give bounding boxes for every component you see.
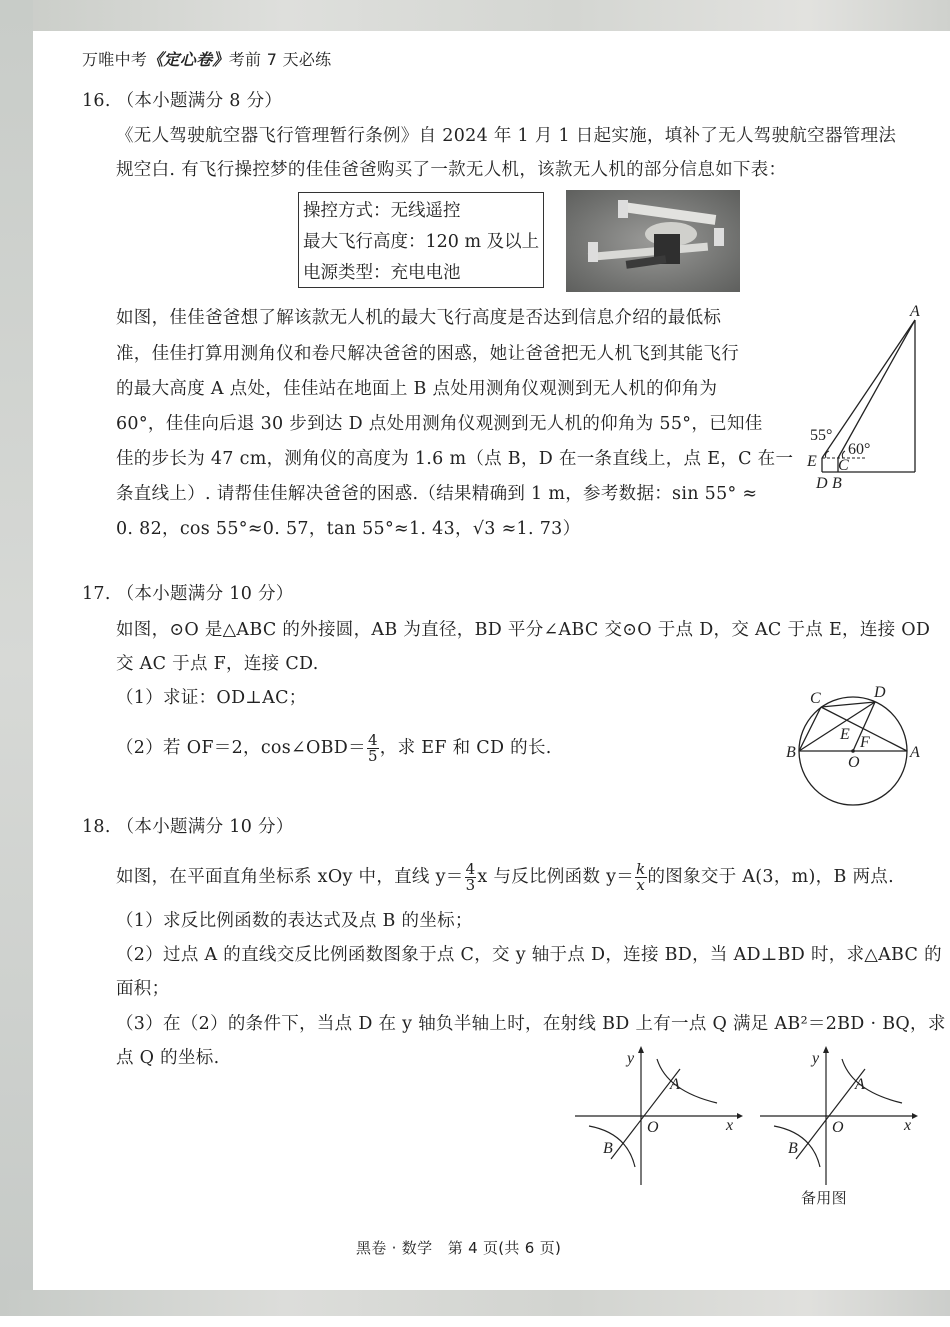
q16-body-line4: 60°，佳佳向后退 30 步到达 D 点处用测角仪观测到无人机的仰角为 55°，已知佳 <box>116 414 763 434</box>
q18-graph-main <box>575 1045 750 1195</box>
q16-intro-line1: 《无人驾驶航空器飞行管理暂行条例》自 2024 年 1 月 1 日起实施，填补了无人驾驶航空器管理法 <box>116 126 897 146</box>
q17-part2 <box>116 733 552 764</box>
q16-intro-line2: 规空白. 有飞行操控梦的佳佳爸爸购买了一款无人机，该款无人机的部分信息如下表： <box>116 160 787 180</box>
fraction-k-x: $\frac{k}{x}$ <box>636 860 646 894</box>
q17-body-line1: 如图，⊙O 是△ABC 的外接圆，AB 为直径，BD 平分∠ABC 交⊙O 于点 D，交 AC 于点 E，连接 OD <box>116 620 931 640</box>
label-O: O <box>832 1119 844 1136</box>
label-F: F <box>860 734 870 751</box>
spec-row-control: 操控方式：无线遥控 <box>303 201 461 221</box>
q16-body-line7: 0. 82，cos 55°≈0. 57，tan 55°≈1. 43，√3 ≈1. 73） <box>116 519 581 539</box>
q18-part2-line2: 面积； <box>116 979 170 999</box>
header-prefix: 万唯中考 <box>82 50 148 69</box>
q18-part3-line1: （3）在（2）的条件下，当点 D 在 y 轴负半轴上时，在射线 BD 上有一点 Q 满足 AB²＝2BD · BQ，求 <box>116 1014 946 1034</box>
angle-60: 60° <box>848 441 871 458</box>
q16-body-line2: 准，佳佳打算用测角仪和卷尺解决爸爸的困惑，她让爸爸把无人机飞到其能飞行 <box>116 344 739 364</box>
label-B: B <box>832 475 842 492</box>
scan-border-top <box>0 0 950 31</box>
fraction-4-3: $\frac{4}{3}$ <box>465 860 476 894</box>
label-B: B <box>603 1140 613 1157</box>
label-x: x <box>904 1117 912 1134</box>
label-O: O <box>848 754 860 771</box>
q18-score: （本小题满分 10 分） <box>116 817 294 837</box>
label-A: A <box>910 744 920 761</box>
label-y: y <box>627 1050 635 1067</box>
q16-body-line1: 如图，佳佳爸爸想了解该款无人机的最大飞行高度是否达到信息介绍的最低标 <box>116 308 722 328</box>
q16-body-line3: 的最大高度 A 点处，佳佳站在地面上 B 点处用测角仪观测到无人机的仰角为 <box>116 379 718 399</box>
label-O: O <box>647 1119 659 1136</box>
q17-part2-suffix: ，求 EF 和 CD 的长. <box>379 738 552 758</box>
q16-body-line6: 条直线上）. 请帮佳佳解决爸爸的困惑.（结果精确到 1 m，参考数据：sin 55° ≈ <box>116 484 758 504</box>
spare-figure-caption: 备用图 <box>801 1189 847 1207</box>
q17-part2-prefix: （2）若 OF＝2，cos∠OBD＝ <box>116 738 366 758</box>
q18-part2-line1: （2）过点 A 的直线交反比例函数图象于点 C，交 y 轴于点 D，连接 BD，当 AD⊥BD 时，求△ABC 的 <box>116 945 942 965</box>
q17-heading <box>82 584 294 604</box>
scan-border-left <box>0 0 33 1327</box>
drone-icon <box>566 190 740 292</box>
label-D: D <box>874 684 886 701</box>
q16-score: （本小题满分 8 分） <box>116 91 283 111</box>
q17-part1: （1）求证：OD⊥AC； <box>116 688 307 708</box>
q18-part1: （1）求反比例函数的表达式及点 B 的坐标； <box>116 911 473 931</box>
label-A: A <box>670 1076 680 1093</box>
q16-number: 16. <box>82 91 111 111</box>
scan-edge <box>0 1316 950 1327</box>
page-header <box>82 50 331 70</box>
label-E: E <box>840 726 850 743</box>
q17-body-line2: 交 AC 于点 F，连接 CD. <box>116 654 319 674</box>
q18-intro: 如图，在平面直角坐标系 xOy 中，直线 y＝ $\frac{4}{3}$ x 与反比例函数 y＝ $\frac{k}{x}$ 的图象交于 A(3，m)，B 两点. <box>116 860 894 894</box>
q17-score: （本小题满分 10 分） <box>116 584 294 604</box>
q16-triangle-figure <box>790 300 940 500</box>
label-x: x <box>726 1117 734 1134</box>
q18-number: 18. <box>82 817 111 837</box>
label-B: B <box>788 1140 798 1157</box>
q18-part3-line2: 点 Q 的坐标. <box>116 1048 220 1068</box>
fraction-4-5: $\frac{4}{5}$ <box>367 731 378 765</box>
label-y: y <box>812 1050 820 1067</box>
spec-row-power: 电源类型：充电电池 <box>303 263 461 283</box>
label-C: C <box>838 457 849 474</box>
label-A: A <box>855 1076 865 1093</box>
label-E: E <box>807 453 817 470</box>
angle-55: 55° <box>810 427 833 444</box>
spec-row-height: 最大飞行高度：120 m 及以上 <box>303 232 540 252</box>
label-A: A <box>910 303 920 320</box>
header-book-title: 《定心卷》 <box>147 50 229 69</box>
q18-heading <box>82 817 294 837</box>
label-B: B <box>786 744 796 761</box>
label-D: D <box>816 475 828 492</box>
q16-spec-table <box>298 192 544 288</box>
q17-number: 17. <box>82 584 111 604</box>
header-suffix: 考前 7 天必练 <box>228 50 332 69</box>
label-C: C <box>810 690 821 707</box>
q16-body-line5: 佳的步长为 47 cm，测角仪的高度为 1.6 m（点 B，D 在一条直线上，点 E，C 在一 <box>116 449 794 469</box>
page-footer: 黑卷 · 数学 第 4 页(共 6 页) <box>356 1239 562 1257</box>
drone-photo <box>566 190 740 292</box>
q16-heading <box>82 91 282 111</box>
q17-circle-figure <box>770 675 940 815</box>
q18-graph-spare <box>760 1045 935 1195</box>
